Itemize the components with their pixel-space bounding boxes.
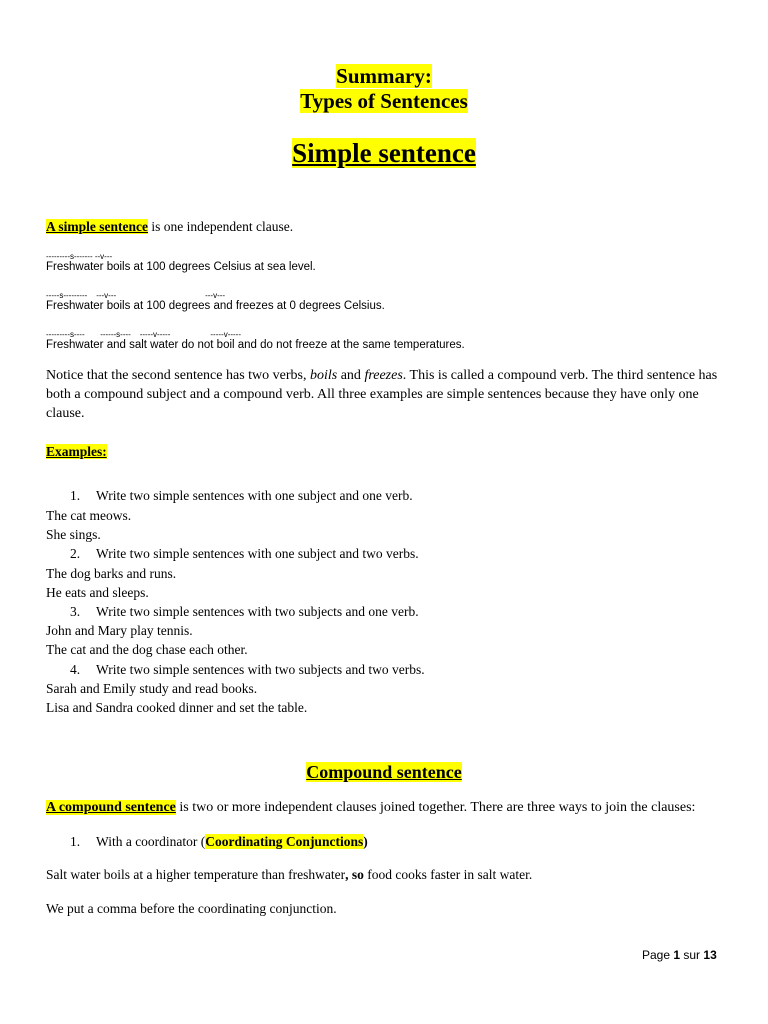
task-3-prompt: 3. Write two simple sentences with two subjects and one verb. (70, 604, 419, 619)
title-line-1: Summary: (336, 64, 432, 88)
task-4-prompt: 4. Write two simple sentences with two subjects and two verbs. (70, 662, 425, 677)
example-2-marks: -----s--------- ---v--- ---v--- (46, 291, 226, 300)
simple-definition: A simple sentence is one independent clause. (46, 219, 294, 234)
example-1-marks: ---------s------- --v--- (46, 252, 113, 261)
notice-paragraph: Notice that the second sentence has two verbs, boils and freezes. This is called a compound verb. The third sentence has both a compound subject and a compound verb. All three examples are simple sentences because they have only one clause. (46, 368, 718, 421)
compound-definition: A compound sentence is two or more independent clauses joined together. There are three ways to join the clauses: (46, 800, 696, 815)
title-line-2: Types of Sentences (300, 89, 468, 113)
page-number: Page 1 sur 13 (642, 948, 717, 962)
task-1-answer-1: The cat meows. (46, 508, 132, 523)
comma-note: We put a comma before the coordinating conjunction. (46, 901, 337, 916)
task-3-answer-2: The cat and the dog chase each other. (46, 642, 248, 657)
task-1-answer-2: She sings. (46, 527, 101, 542)
compound-example: Salt water boils at a higher temperature than freshwater, so food cooks faster in salt water. (46, 867, 533, 882)
task-2-answer-1: The dog barks and runs. (46, 566, 177, 581)
simple-sentence-heading: Simple sentence (292, 138, 476, 168)
compound-definition-term: A compound sentence (46, 800, 176, 815)
task-1-prompt: 1. Write two simple sentences with one subject and one verb. (70, 488, 413, 503)
compound-sentence-heading: Compound sentence (306, 762, 462, 782)
simple-definition-term: A simple sentence (46, 219, 148, 234)
task-2-prompt: 2. Write two simple sentences with one subject and two verbs. (70, 546, 419, 561)
coordinating-conjunctions-term: Coordinating Conjunctions (205, 834, 364, 849)
example-3-marks: ---------s---- ------s---- -----v----- -----v----- (46, 330, 242, 339)
examples-label: Examples: (46, 444, 107, 459)
task-3-answer-1: John and Mary play tennis. (46, 623, 193, 638)
compound-way-1: 1. With a coordinator (Coordinating Conjunctions) (70, 834, 368, 849)
example-3-text: Freshwater and salt water do not boil and do not freeze at the same temperatures. (46, 339, 465, 351)
task-4-answer-1: Sarah and Emily study and read books. (46, 681, 258, 696)
example-1-text: Freshwater boils at 100 degrees Celsius at sea level. (46, 261, 316, 273)
task-4-answer-2: Lisa and Sandra cooked dinner and set the table. (46, 700, 308, 715)
example-2-text: Freshwater boils at 100 degrees and freezes at 0 degrees Celsius. (46, 300, 385, 312)
task-2-answer-2: He eats and sleeps. (46, 585, 149, 600)
